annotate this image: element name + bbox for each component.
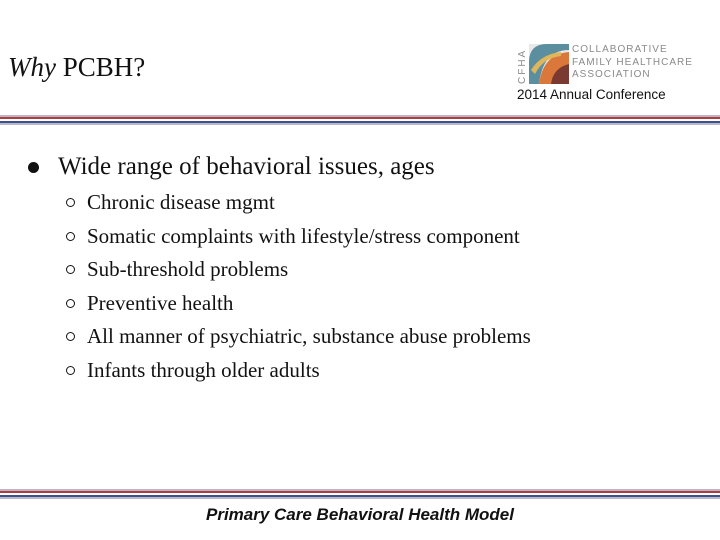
hollow-bullet-icon — [66, 265, 75, 274]
hollow-bullet-icon — [66, 232, 75, 241]
slide-title — [8, 50, 145, 84]
conference-label: 2014 Annual Conference — [517, 87, 666, 102]
divider-line-gray-2 — [0, 123, 720, 125]
list-item — [66, 253, 531, 287]
logo-line-1: COLLABORATIVE — [572, 44, 668, 55]
slide-title-italic: Why — [8, 52, 56, 82]
main-bullet — [28, 150, 435, 184]
list-item-text: Infants through older adults — [87, 357, 320, 382]
bullet-dot-icon — [28, 162, 39, 173]
list-item-text: Sub-threshold problems — [87, 257, 289, 281]
list-item — [66, 220, 531, 254]
logo-line-2: FAMILY HEALTHCARE — [572, 56, 693, 68]
main-bullet-text: Wide range of behavioral issues, ages — [58, 153, 435, 180]
hollow-bullet-icon — [66, 299, 75, 308]
list-item — [66, 287, 531, 321]
list-item-text: Chronic disease mgmt — [87, 190, 275, 214]
list-item-text: All manner of psychiatric, substance abuse problems — [87, 324, 531, 348]
logo-acronym-text: CFHA — [517, 48, 528, 84]
header-divider — [0, 115, 720, 125]
footer-text: Primary Care Behavioral Health Model — [205, 505, 514, 524]
list-item — [66, 320, 531, 354]
footer-divider — [0, 489, 720, 499]
list-item — [66, 354, 531, 388]
sub-bullet-list — [66, 186, 531, 387]
slide-title-rest: PCBH? — [55, 52, 146, 82]
divider-line-gray-2 — [0, 497, 720, 499]
logo-line-3: ASSOCIATION — [572, 69, 651, 80]
list-item-text: Preventive health — [87, 290, 234, 315]
logo-wordmark — [572, 44, 693, 82]
hollow-bullet-icon — [66, 332, 75, 341]
list-item — [66, 186, 531, 220]
list-item-text: Somatic complaints with lifestyle/stress component — [87, 223, 520, 248]
hollow-bullet-icon — [66, 198, 75, 207]
hollow-bullet-icon — [66, 366, 75, 375]
